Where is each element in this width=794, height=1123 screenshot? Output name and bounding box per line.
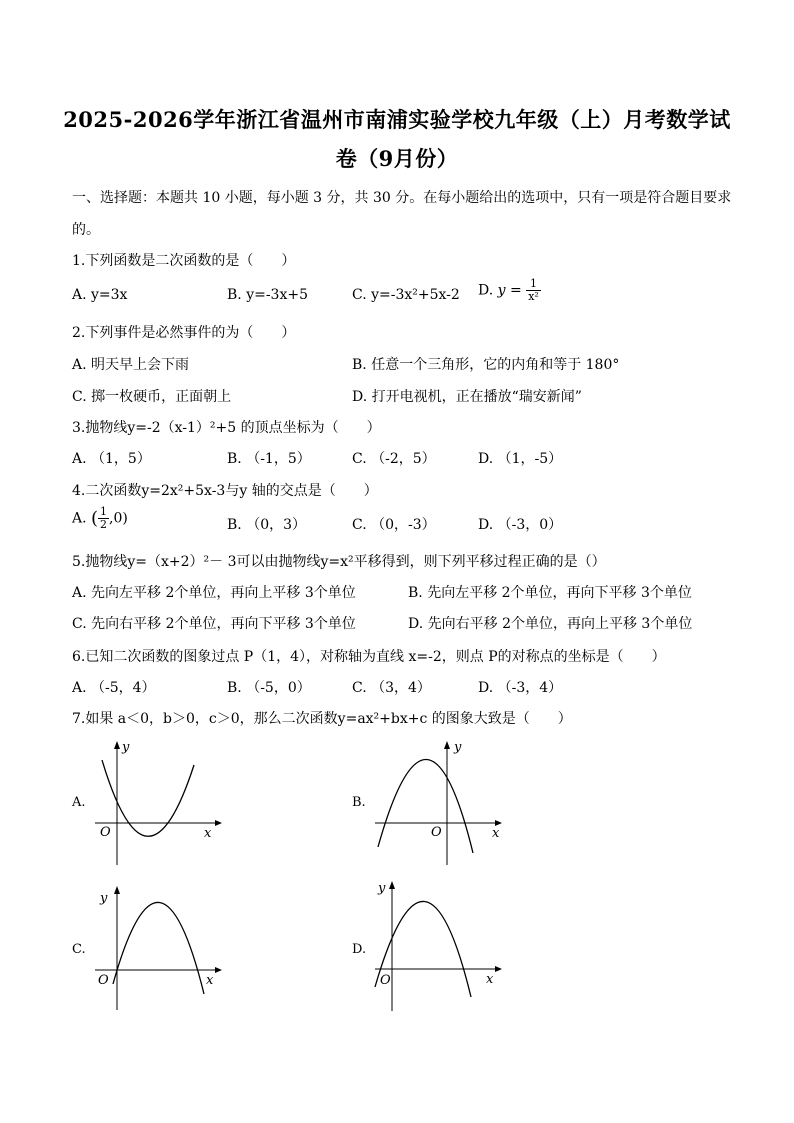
q4-fraction-denominator: 2 [100, 518, 108, 531]
q4-option-b: B. （0，3） [227, 517, 307, 533]
q5-option-d: D. 先向右平移 2个单位，再向上平移 3个单位 [408, 616, 693, 632]
graph-c-y-label: y [100, 891, 108, 906]
q5-option-b: B. 先向左平移 2个单位，再向下平移 3个单位 [408, 585, 692, 601]
q2-option-c: C. 掷一枚硬币，正面朝上 [72, 389, 232, 405]
q1-option-a: A. y=3x [72, 287, 128, 303]
q2-option-b: B. 任意一个三角形，它的内角和等于 180° [352, 357, 620, 373]
q6-option-d: D. （-3，4） [478, 680, 563, 696]
graph-c-parabola [113, 902, 204, 994]
q4-option-a-prefix: A. [72, 510, 87, 527]
q7-label-c: C. [72, 942, 86, 957]
q7-label-b: B. [352, 795, 366, 810]
section-instructions: 一、选择题：本题共 10 小题，每小题 3 分，共 30 分。在每小题给出的选项中，只有一项是符合题目要求 [72, 190, 732, 206]
question-4-stem: 4.二次函数y=2x²+5x-3与y 轴的交点是（ ） [72, 483, 378, 499]
graph-b-x-label: x [492, 826, 500, 841]
section-instructions-cont: 的。 [72, 222, 100, 238]
q5-option-c: C. 先向右平移 2个单位，再向下平移 3个单位 [72, 616, 356, 632]
q6-option-c: C. （3，4） [352, 680, 431, 696]
graph-c-x-arrow [215, 967, 222, 973]
graph-d-y-label: y [378, 881, 386, 896]
question-7-stem: 7.如果 a＜0，b＞0，c＞0，那么二次函数y=ax²+bx+c 的图象大致是（ ） [72, 711, 572, 727]
q3-option-c: C. （-2，5） [352, 451, 436, 467]
graph-b-y-arrow [444, 741, 450, 749]
q1-option-d [478, 278, 541, 303]
graph-d-origin-label: O [380, 973, 391, 988]
graph-a-parabola [102, 760, 194, 836]
q4-option-a: A. ( $\frac{1}{2}$ ,0) [72, 505, 128, 531]
q4-option-d: D. （-3，0） [478, 517, 563, 533]
question-2-stem: 2.下列事件是必然事件的为（ ） [72, 325, 296, 341]
q3-option-b: B. （-1，5） [227, 451, 311, 467]
q7-label-d: D. [352, 942, 367, 957]
graph-a-x-label: x [204, 826, 212, 841]
q4-fraction-numerator: 1 [100, 505, 108, 518]
graph-b-y-label: y [454, 740, 462, 755]
graph-c-x-label: x [206, 973, 214, 988]
graph-b-parabola [378, 759, 473, 853]
graph-d-x-label: x [486, 972, 494, 987]
q3-option-d: D. （1，-5） [478, 451, 563, 467]
q7-graph-b [370, 735, 510, 870]
exam-title-line1: 2025-2026学年浙江省温州市南浦实验学校九年级（上）月考数学试 [63, 107, 731, 132]
question-6-stem: 6.已知二次函数的图象过点 P（1，4），对称轴为直线 x=-2，则点 P的对称点的坐标是（ ） [72, 649, 666, 665]
graph-b-origin-label: O [431, 825, 442, 840]
q3-option-a: A. （1，5） [72, 451, 151, 467]
q1-fraction-numerator: 1 [526, 278, 541, 291]
q5-option-a: A. 先向左平移 2个单位，再向上平移 3个单位 [72, 585, 356, 601]
q7-label-a: A. [72, 795, 86, 810]
q1-option-d-fraction [526, 278, 541, 303]
q7-graph-a [90, 735, 230, 870]
q4-option-a-tail: ,0) [109, 510, 128, 527]
q2-option-a: A. 明天早上会下雨 [72, 357, 190, 373]
q6-option-b: B. （-5，0） [227, 680, 311, 696]
q4-option-a-fraction [98, 506, 109, 531]
graph-a-x-arrow [215, 820, 222, 826]
q7-graph-d [370, 875, 510, 1015]
exam-title-line2: 卷（9月份） [335, 146, 459, 171]
graph-a-y-arrow [114, 741, 120, 749]
q1-option-c: C. y=-3x²+5x-2 [352, 287, 460, 303]
graph-c-origin-label: O [98, 973, 109, 988]
question-3-stem: 3.抛物线y=-2（x-1）²+5 的顶点坐标为（ ） [72, 420, 381, 436]
q1-fraction-denominator: x² [528, 290, 539, 303]
graph-a-y-label: y [122, 740, 130, 755]
q6-option-a: A. （-5，4） [72, 680, 156, 696]
q1-option-d-lhs: y = [497, 282, 522, 299]
q4-option-c: C. （0，-3） [352, 517, 436, 533]
q2-option-d: D. 打开电视机，正在播放“瑞安新闻” [352, 389, 582, 405]
question-5-stem: 5.抛物线y=（x+2）²－ 3可以由抛物线y=x²平移得到，则下列平移过程正确的是（） [72, 554, 606, 570]
graph-c-y-arrow [114, 886, 120, 894]
q1-option-b: B. y=-3x+5 [227, 287, 308, 303]
q7-graph-c [90, 880, 230, 1015]
q1-option-d-prefix: D. [478, 282, 494, 299]
question-1-stem: 1.下列函数是二次函数的是（ ） [72, 253, 296, 269]
graph-d-x-arrow [495, 966, 502, 972]
graph-d-y-arrow [389, 881, 395, 889]
graph-a-origin-label: O [100, 825, 111, 840]
